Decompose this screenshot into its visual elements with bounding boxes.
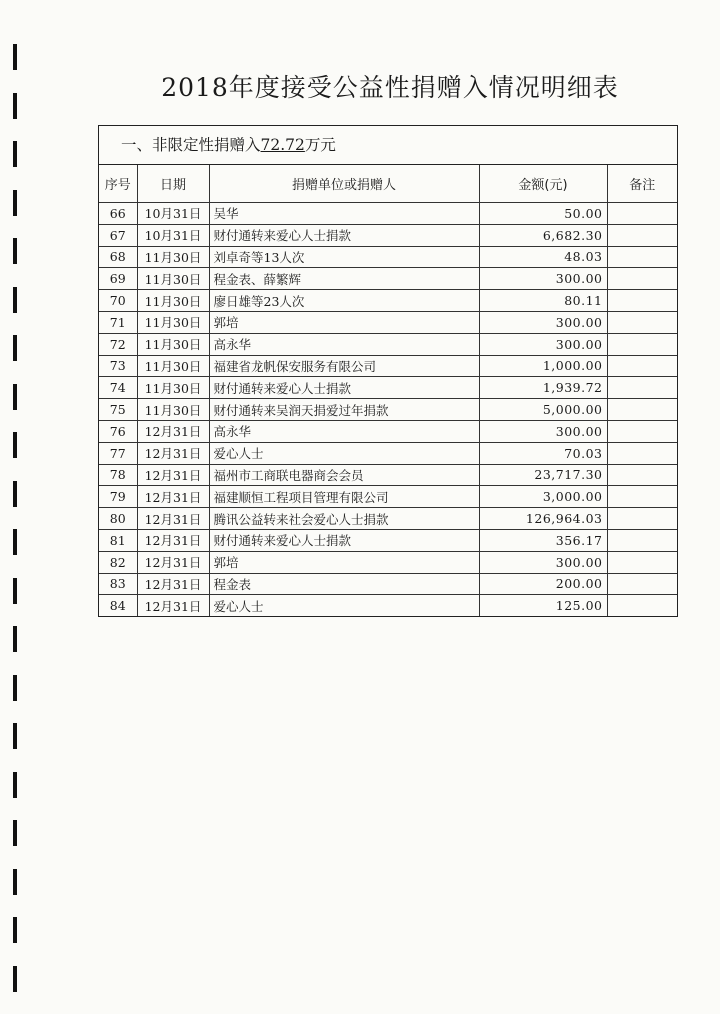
cell-amount: 80.11 bbox=[479, 290, 607, 312]
binding-hole-mark bbox=[13, 481, 17, 507]
cell-no: 78 bbox=[99, 464, 137, 486]
header-amount: 金额(元) bbox=[479, 165, 607, 203]
cell-donor: 财付通转来吴润天捐爱过年捐款 bbox=[209, 399, 479, 421]
cell-amount: 356.17 bbox=[479, 529, 607, 551]
cell-remark bbox=[607, 442, 677, 464]
cell-donor: 爱心人士 bbox=[209, 442, 479, 464]
cell-remark bbox=[607, 508, 677, 530]
binding-hole-mark bbox=[13, 432, 17, 458]
binding-hole-mark bbox=[13, 287, 17, 313]
table-row bbox=[99, 355, 677, 377]
cell-donor: 程金表 bbox=[209, 573, 479, 595]
cell-remark bbox=[607, 399, 677, 421]
cell-no: 83 bbox=[99, 573, 137, 595]
table-row bbox=[99, 399, 677, 421]
binding-hole-mark bbox=[13, 966, 17, 992]
cell-no: 73 bbox=[99, 355, 137, 377]
cell-amount: 300.00 bbox=[479, 420, 607, 442]
table-row bbox=[99, 203, 677, 225]
cell-amount: 300.00 bbox=[479, 311, 607, 333]
binding-hole-mark bbox=[13, 820, 17, 846]
binding-hole-mark bbox=[13, 190, 17, 216]
cell-no: 84 bbox=[99, 595, 137, 616]
cell-donor: 福州市工商联电器商会会员 bbox=[209, 464, 479, 486]
cell-remark bbox=[607, 224, 677, 246]
cell-date: 11月30日 bbox=[137, 268, 209, 290]
cell-remark bbox=[607, 290, 677, 312]
donation-table bbox=[99, 165, 677, 616]
cell-date: 10月31日 bbox=[137, 224, 209, 246]
cell-amount: 1,000.00 bbox=[479, 355, 607, 377]
header-date: 日期 bbox=[137, 165, 209, 203]
cell-donor: 吴华 bbox=[209, 203, 479, 225]
cell-date: 12月31日 bbox=[137, 551, 209, 573]
cell-amount: 200.00 bbox=[479, 573, 607, 595]
binding-hole-mark bbox=[13, 772, 17, 798]
section-unit: 万元 bbox=[304, 136, 336, 154]
cell-amount: 5,000.00 bbox=[479, 399, 607, 421]
cell-no: 81 bbox=[99, 529, 137, 551]
table-row bbox=[99, 290, 677, 312]
cell-donor: 廖日雄等23人次 bbox=[209, 290, 479, 312]
cell-amount: 48.03 bbox=[479, 246, 607, 268]
binding-hole-mark bbox=[13, 384, 17, 410]
binding-hole-mark bbox=[13, 675, 17, 701]
cell-date: 12月31日 bbox=[137, 420, 209, 442]
cell-donor: 高永华 bbox=[209, 420, 479, 442]
binding-marks bbox=[13, 0, 19, 1014]
cell-date: 12月31日 bbox=[137, 529, 209, 551]
table-row bbox=[99, 311, 677, 333]
table-row bbox=[99, 508, 677, 530]
cell-remark bbox=[607, 529, 677, 551]
cell-amount: 1,939.72 bbox=[479, 377, 607, 399]
cell-remark bbox=[607, 420, 677, 442]
cell-amount: 6,682.30 bbox=[479, 224, 607, 246]
cell-remark bbox=[607, 486, 677, 508]
table-row bbox=[99, 224, 677, 246]
cell-remark bbox=[607, 246, 677, 268]
document-title: 2018年度接受公益性捐赠入情况明细表 bbox=[161, 73, 619, 102]
cell-no: 75 bbox=[99, 399, 137, 421]
cell-no: 70 bbox=[99, 290, 137, 312]
cell-date: 12月31日 bbox=[137, 464, 209, 486]
table-row bbox=[99, 486, 677, 508]
cell-no: 76 bbox=[99, 420, 137, 442]
table-row bbox=[99, 246, 677, 268]
binding-hole-mark bbox=[13, 141, 17, 167]
cell-remark bbox=[607, 573, 677, 595]
cell-amount: 125.00 bbox=[479, 595, 607, 616]
cell-date: 10月31日 bbox=[137, 203, 209, 225]
header-remark: 备注 bbox=[607, 165, 677, 203]
table-row bbox=[99, 420, 677, 442]
binding-hole-mark bbox=[13, 335, 17, 361]
cell-amount: 3,000.00 bbox=[479, 486, 607, 508]
table-row bbox=[99, 464, 677, 486]
cell-no: 80 bbox=[99, 508, 137, 530]
cell-amount: 300.00 bbox=[479, 333, 607, 355]
binding-hole-mark bbox=[13, 529, 17, 555]
cell-no: 68 bbox=[99, 246, 137, 268]
cell-date: 12月31日 bbox=[137, 486, 209, 508]
section-heading bbox=[99, 126, 677, 165]
cell-donor: 高永华 bbox=[209, 333, 479, 355]
cell-remark bbox=[607, 377, 677, 399]
cell-remark bbox=[607, 333, 677, 355]
cell-donor: 程金表、薛繁辉 bbox=[209, 268, 479, 290]
table-header-row bbox=[99, 165, 677, 203]
cell-amount: 50.00 bbox=[479, 203, 607, 225]
header-no: 序号 bbox=[99, 165, 137, 203]
cell-amount: 300.00 bbox=[479, 268, 607, 290]
donation-sheet bbox=[98, 125, 678, 617]
cell-date: 12月31日 bbox=[137, 508, 209, 530]
cell-date: 11月30日 bbox=[137, 246, 209, 268]
cell-remark bbox=[607, 464, 677, 486]
cell-date: 11月30日 bbox=[137, 377, 209, 399]
cell-date: 12月31日 bbox=[137, 595, 209, 616]
cell-donor: 财付通转来爱心人士捐款 bbox=[209, 529, 479, 551]
table-row bbox=[99, 529, 677, 551]
section-prefix: 一、非限定性捐赠入 bbox=[121, 136, 261, 154]
cell-amount: 126,964.03 bbox=[479, 508, 607, 530]
cell-remark bbox=[607, 551, 677, 573]
cell-donor: 郭培 bbox=[209, 311, 479, 333]
table-row bbox=[99, 268, 677, 290]
cell-donor: 郭培 bbox=[209, 551, 479, 573]
binding-hole-mark bbox=[13, 917, 17, 943]
table-row bbox=[99, 573, 677, 595]
cell-no: 66 bbox=[99, 203, 137, 225]
cell-no: 79 bbox=[99, 486, 137, 508]
cell-date: 11月30日 bbox=[137, 355, 209, 377]
cell-remark bbox=[607, 268, 677, 290]
cell-remark bbox=[607, 355, 677, 377]
table-row bbox=[99, 333, 677, 355]
section-total-amount: 72.72 bbox=[260, 136, 305, 154]
cell-date: 12月31日 bbox=[137, 442, 209, 464]
cell-donor: 财付通转来爱心人士捐款 bbox=[209, 377, 479, 399]
cell-donor: 福建顺恒工程项目管理有限公司 bbox=[209, 486, 479, 508]
header-donor: 捐赠单位或捐赠人 bbox=[209, 165, 479, 203]
cell-amount: 70.03 bbox=[479, 442, 607, 464]
cell-donor: 腾讯公益转来社会爱心人士捐款 bbox=[209, 508, 479, 530]
table-row bbox=[99, 551, 677, 573]
binding-hole-mark bbox=[13, 869, 17, 895]
cell-donor: 爱心人士 bbox=[209, 595, 479, 616]
cell-remark bbox=[607, 203, 677, 225]
cell-date: 11月30日 bbox=[137, 399, 209, 421]
cell-remark bbox=[607, 595, 677, 616]
cell-remark bbox=[607, 311, 677, 333]
binding-hole-mark bbox=[13, 238, 17, 264]
cell-donor: 刘卓奇等13人次 bbox=[209, 246, 479, 268]
cell-no: 72 bbox=[99, 333, 137, 355]
cell-no: 71 bbox=[99, 311, 137, 333]
cell-no: 67 bbox=[99, 224, 137, 246]
cell-no: 82 bbox=[99, 551, 137, 573]
cell-date: 11月30日 bbox=[137, 333, 209, 355]
table-body bbox=[99, 203, 677, 617]
cell-amount: 23,717.30 bbox=[479, 464, 607, 486]
cell-date: 12月31日 bbox=[137, 573, 209, 595]
table-row bbox=[99, 442, 677, 464]
binding-hole-mark bbox=[13, 723, 17, 749]
cell-no: 74 bbox=[99, 377, 137, 399]
cell-date: 11月30日 bbox=[137, 290, 209, 312]
cell-donor: 财付通转来爱心人士捐款 bbox=[209, 224, 479, 246]
cell-no: 69 bbox=[99, 268, 137, 290]
binding-hole-mark bbox=[13, 578, 17, 604]
table-row bbox=[99, 595, 677, 616]
cell-donor: 福建省龙帆保安服务有限公司 bbox=[209, 355, 479, 377]
cell-date: 11月30日 bbox=[137, 311, 209, 333]
cell-amount: 300.00 bbox=[479, 551, 607, 573]
binding-hole-mark bbox=[13, 626, 17, 652]
binding-hole-mark bbox=[13, 44, 17, 70]
cell-no: 77 bbox=[99, 442, 137, 464]
table-row bbox=[99, 377, 677, 399]
